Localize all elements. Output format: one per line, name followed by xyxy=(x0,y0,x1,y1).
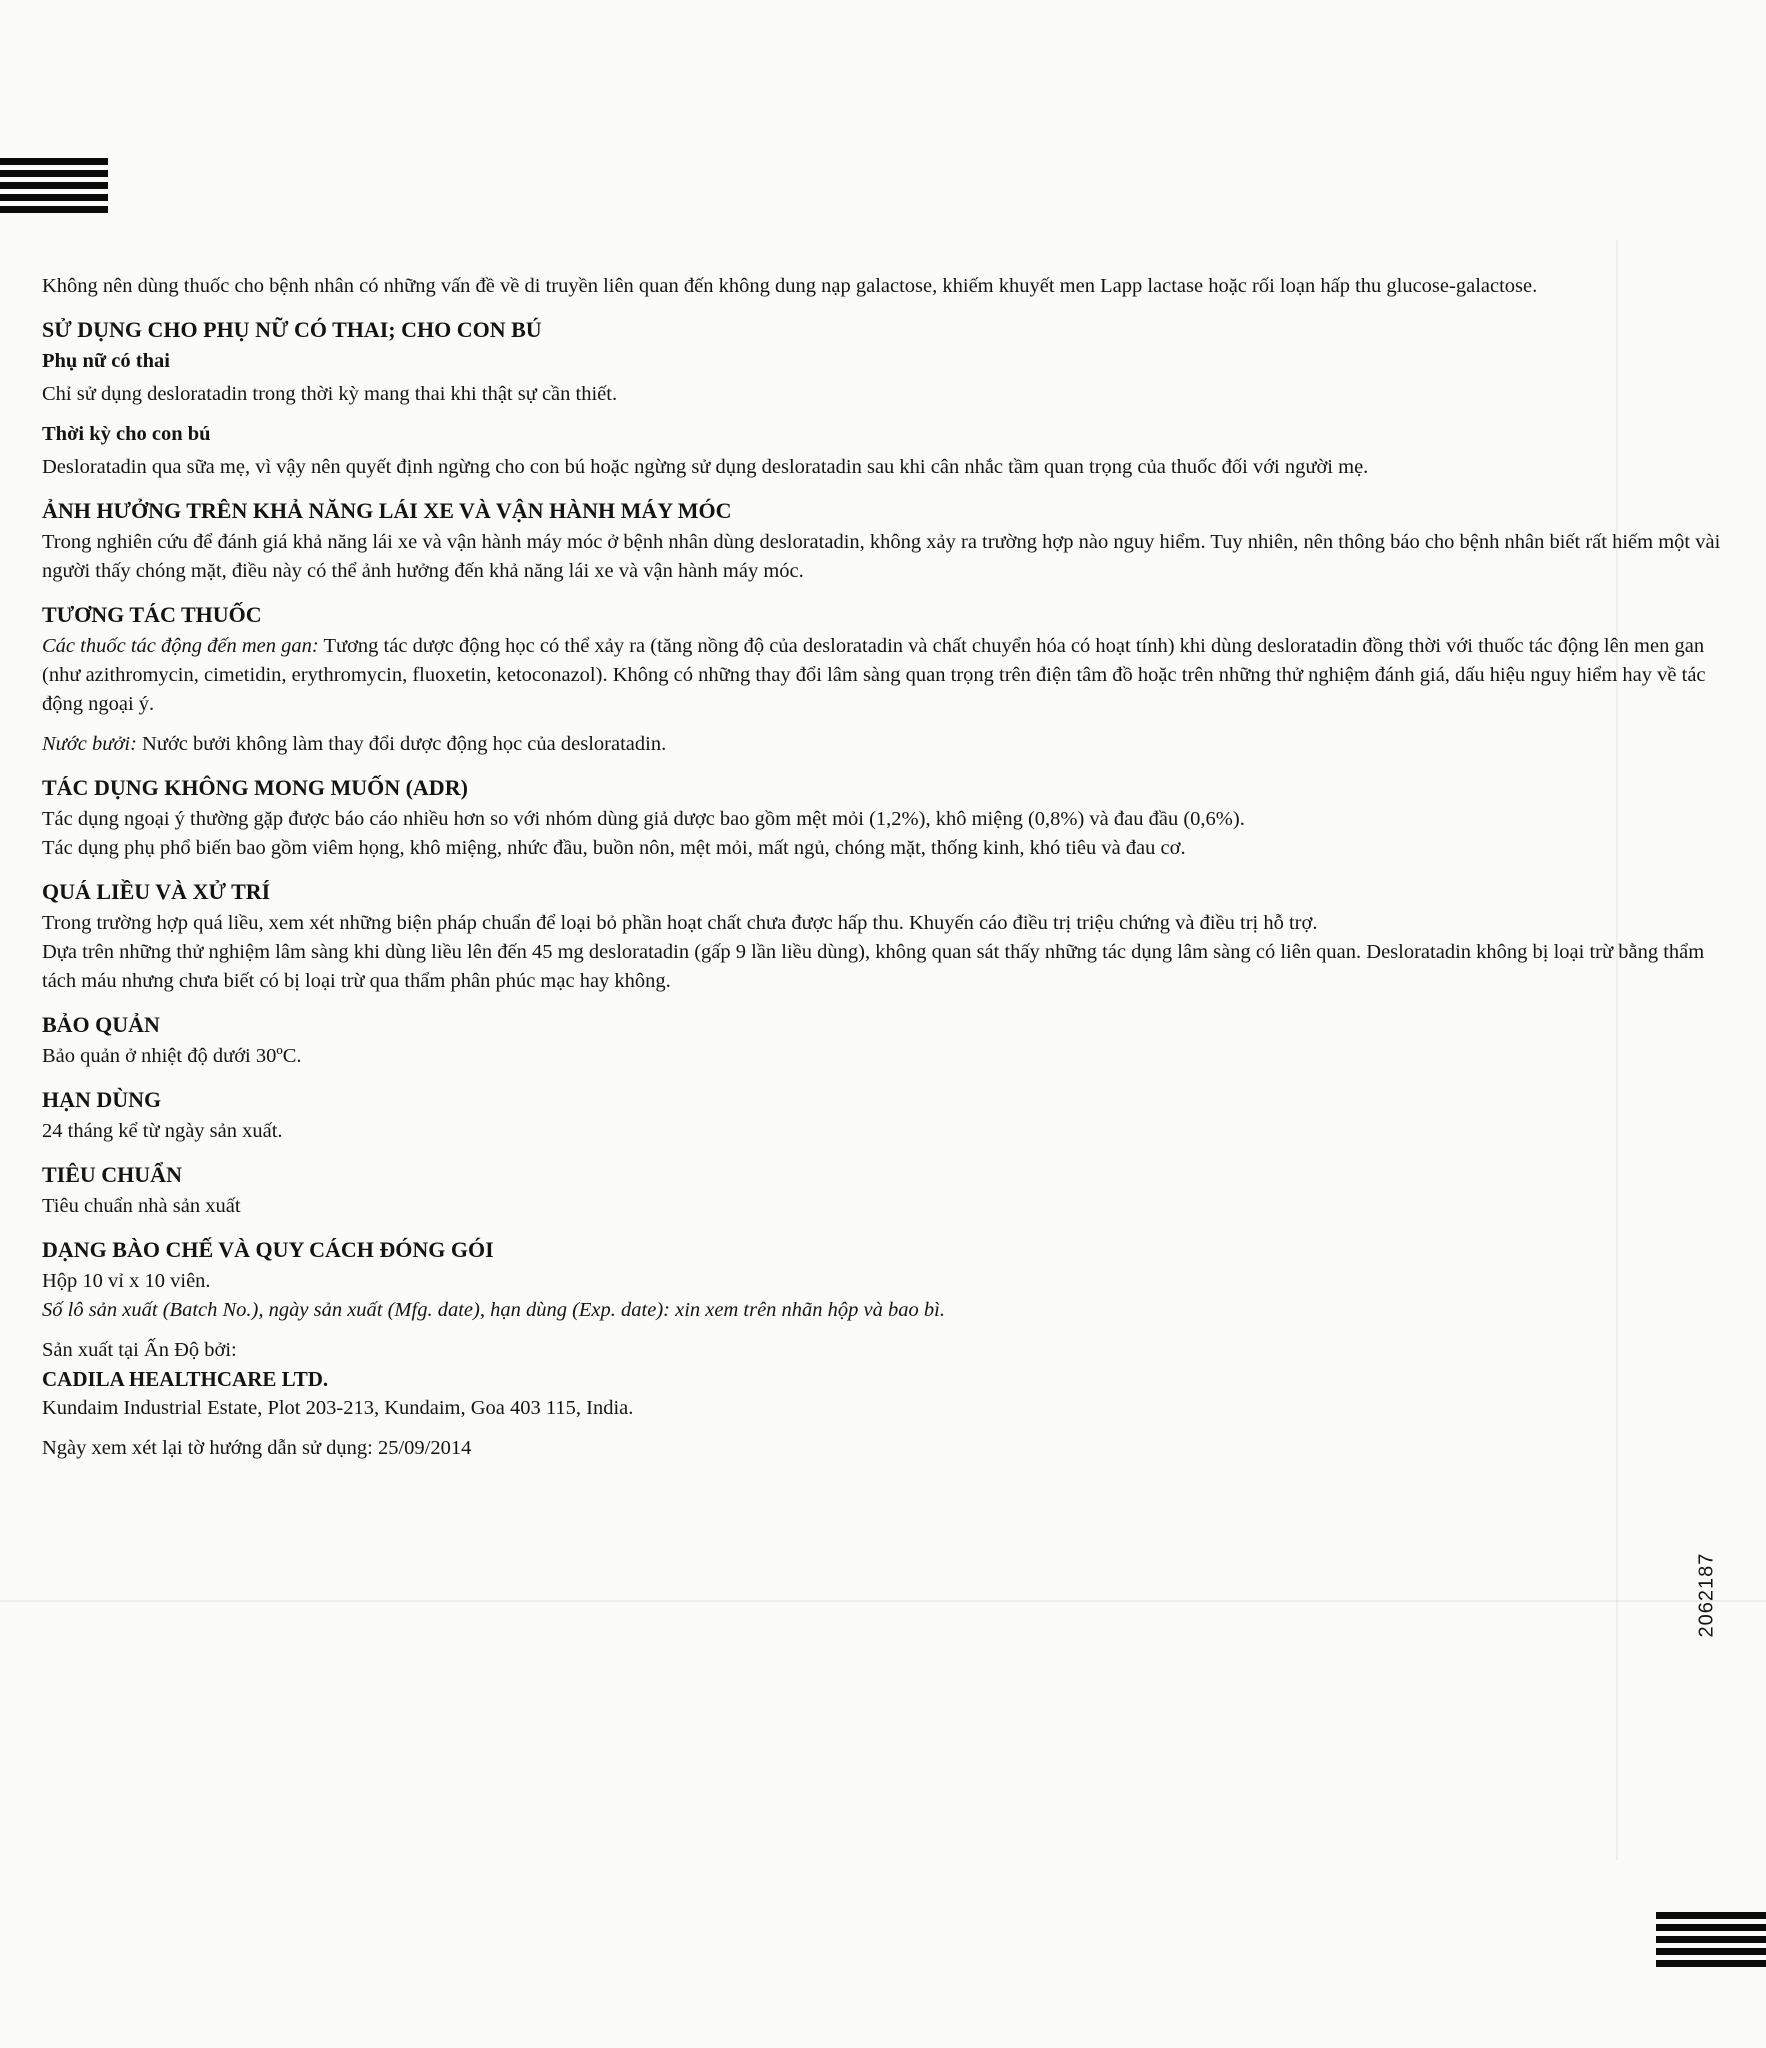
registration-bars-top xyxy=(0,158,108,218)
packaging-text: Hộp 10 vỉ x 10 viên. xyxy=(42,1270,211,1292)
adr-heading: TÁC DỤNG KHÔNG MONG MUỐN (ADR) xyxy=(42,775,468,800)
lactation-text: Desloratadin qua sữa mẹ, vì vậy nên quyết định ngừng cho con bú hoặc ngừng sử dụng desloratadin sau khi cân nhắc tầm quan trọng của thuốc đối với người mẹ. xyxy=(42,456,1369,478)
adr-text-2: Tác dụng phụ phổ biến bao gồm viêm họng, khô miệng, nhức đầu, buồn nôn, mệt mỏi, mất ngủ, chóng mặt, thống kinh, khó tiêu và đau cơ. xyxy=(42,837,1186,859)
adr-text-1: Tác dụng ngoại ý thường gặp được báo cáo nhiều hơn so với nhóm dùng giả dược bao gồm mệt mỏi (1,2%), khô miệng (0,8%) và đau đầu (0,6%). xyxy=(42,808,1245,830)
grapefruit-text: Nước bưởi không làm thay đổi dược động học của desloratadin. xyxy=(136,733,667,755)
shelf-life-text: 24 tháng kể từ ngày sản xuất. xyxy=(42,1120,283,1142)
storage-text: Bảo quản ở nhiệt độ dưới 30ºC. xyxy=(42,1045,302,1067)
storage-heading: BẢO QUẢN xyxy=(42,1012,160,1037)
grapefruit-lead: Nước bưởi: xyxy=(42,733,137,755)
packaging-heading: DẠNG BÀO CHẾ VÀ QUY CÁCH ĐÓNG GÓI xyxy=(42,1237,494,1262)
interactions-heading: TƯƠNG TÁC THUỐC xyxy=(42,602,262,627)
fold-line xyxy=(0,1600,1766,1602)
liver-interaction-paragraph xyxy=(42,632,1732,719)
registration-bars-bottom xyxy=(1656,1912,1766,1972)
document-code-text: 2062187 xyxy=(1695,1552,1718,1638)
intro-paragraph: Không nên dùng thuốc cho bệnh nhân có những vấn đề về di truyền liên quan đến không dung nạp galactose, khiếm khuyết men Lapp lactase hoặc rối loạn hấp thu glucose-galactose. xyxy=(42,275,1538,297)
liver-interaction-lead: Các thuốc tác động đến men gan: xyxy=(42,635,319,657)
standard-text: Tiêu chuẩn nhà sản xuất xyxy=(42,1195,241,1217)
driving-text: Trong nghiên cứu để đánh giá khả năng lái xe và vận hành máy móc ở bệnh nhân dùng desloratadin, không xảy ra trường hợp nào nguy hiểm. Tuy nhiên, nên thông báo cho bệnh nhân biết rất hiếm một vài người thấy chóng mặt, điều này có thể ảnh hưởng đến khả năng lái xe và vận hành máy móc. xyxy=(42,531,1721,582)
batch-note: Số lô sản xuất (Batch No.), ngày sản xuất (Mfg. date), hạn dùng (Exp. date): xin xem trên nhãn hộp và bao bì. xyxy=(42,1299,945,1321)
shelf-life-heading: HẠN DÙNG xyxy=(42,1087,162,1112)
lactation-subheading: Thời kỳ cho con bú xyxy=(42,423,211,445)
pregnant-subheading: Phụ nữ có thai xyxy=(42,350,170,372)
liver-interaction-text: Tương tác dược động học có thể xảy ra (tăng nồng độ của desloratadin và chất chuyển hóa có hoạt tính) khi dùng desloratadin đồng thời với thuốc tác động lên men gan (như azithromycin, cimetidin, erythromycin, fluoxetin, ketoconazol). Không có những thay đổi lâm sàng quan trọng trên điện tâm đồ hoặc trên những thử nghiệm đánh giá, dấu hiệu nguy hiểm hay về tác động ngoại ý. xyxy=(42,635,1706,715)
standard-heading: TIÊU CHUẨN xyxy=(42,1162,182,1187)
overdose-text-1: Trong trường hợp quá liều, xem xét những biện pháp chuẩn để loại bỏ phần hoạt chất chưa được hấp thu. Khuyến cáo điều trị triệu chứng và điều trị hỗ trợ. xyxy=(42,912,1318,934)
pregnancy-heading: SỬ DỤNG CHO PHỤ NỮ CÓ THAI; CHO CON BÚ xyxy=(42,317,542,342)
company-name: CADILA HEALTHCARE LTD. xyxy=(42,1367,329,1391)
pregnant-text: Chỉ sử dụng desloratadin trong thời kỳ mang thai khi thật sự cần thiết. xyxy=(42,383,618,405)
grapefruit-paragraph xyxy=(42,730,1732,759)
company-address: Kundaim Industrial Estate, Plot 203-213, Kundaim, Goa 403 115, India. xyxy=(42,1397,634,1419)
overdose-text-2: Dựa trên những thử nghiệm lâm sàng khi dùng liều lên đến 45 mg desloratadin (gấp 9 lần liều dùng), không quan sát thấy những tác dụng lâm sàng có liên quan. Desloratadin không bị loại trừ bằng thẩm tách máu nhưng chưa biết có bị loại trừ qua thẩm phân phúc mạc hay không. xyxy=(42,941,1705,992)
made-by-label: Sản xuất tại Ấn Độ bởi: xyxy=(42,1339,237,1361)
leaflet-text xyxy=(42,272,1732,1474)
revision-date: Ngày xem xét lại tờ hướng dẫn sử dụng: 25/09/2014 xyxy=(42,1437,472,1459)
document-code xyxy=(1694,1530,1720,1660)
overdose-heading: QUÁ LIỀU VÀ XỬ TRÍ xyxy=(42,879,271,904)
driving-heading: ẢNH HƯỞNG TRÊN KHẢ NĂNG LÁI XE VÀ VẬN HÀNH MÁY MÓC xyxy=(42,498,732,523)
